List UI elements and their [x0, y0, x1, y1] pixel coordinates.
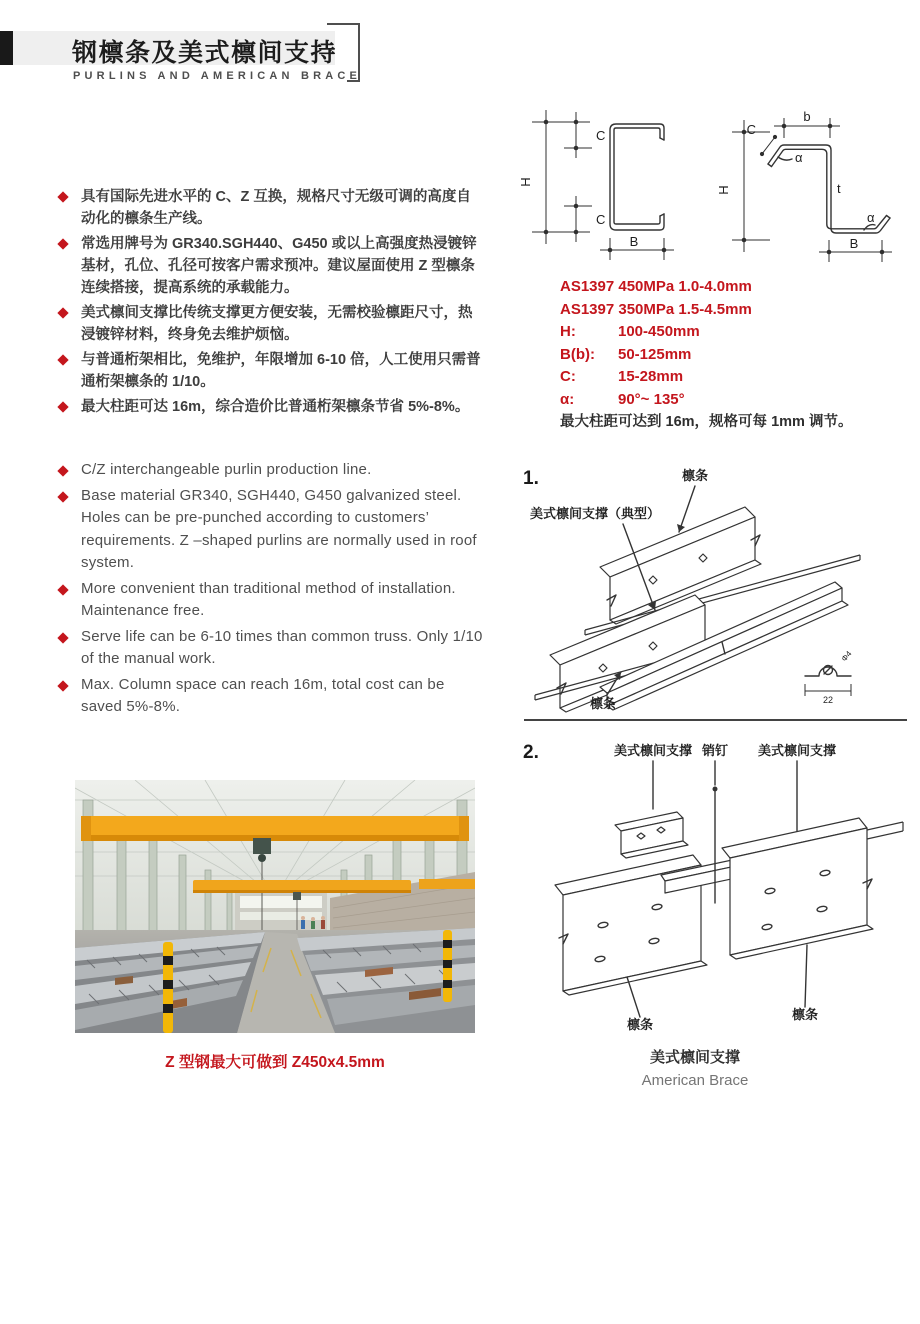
spec-row-c: C: 15-28mm — [560, 368, 684, 385]
diagram2-label-purlin-left: 檩条 — [626, 1017, 654, 1032]
feature-item-cn — [57, 302, 481, 346]
assembly-diagram-1 — [515, 462, 907, 714]
diamond-bullet-icon — [57, 632, 68, 643]
diagram2-label-pin: 销钉 — [701, 743, 729, 758]
z-section-dim-c: C — [746, 122, 756, 137]
section-divider — [524, 719, 907, 721]
feature-item-en — [57, 459, 487, 482]
z-section-dim-alpha-bottom: α — [867, 210, 875, 225]
figure-caption — [500, 1046, 890, 1089]
diamond-bullet-icon — [57, 307, 68, 318]
feature-text: Serve life can be 6-10 times than common truss. Only 1/10 of the manual work. — [81, 627, 483, 667]
c-section-dim-c-top: C — [596, 128, 606, 143]
z-section-dim-alpha-top: α — [795, 150, 803, 165]
factory-photo — [75, 780, 475, 1033]
feature-text: 美式檩间支撑比传统支撑更方便安装，无需校验檩距尺寸，热浸镀锌材料，终身免去维护烦恼。 — [81, 305, 473, 343]
diamond-bullet-icon — [57, 491, 68, 502]
photo-caption: Z 型钢最大可做到 Z450x4.5mm — [165, 1054, 385, 1071]
assembly-diagram-2 — [515, 733, 907, 1035]
feature-item-cn — [57, 396, 481, 418]
feature-text: Base material GR340, SGH440, G450 galvanized steel. Holes can be pre-punched according to customers’ requirements. Z –shaped purlins are normally used in roof system. — [81, 486, 477, 571]
diamond-bullet-icon — [57, 465, 68, 476]
profile-dimension-diagram — [512, 100, 904, 272]
figure-caption-cn: 美式檩间支撑 — [649, 1049, 740, 1066]
diagram2-label-purlin-right: 檩条 — [791, 1007, 819, 1022]
feature-item-en — [57, 485, 487, 575]
diamond-bullet-icon — [57, 401, 68, 412]
feature-item-cn — [57, 186, 481, 230]
diamond-bullet-icon — [57, 584, 68, 595]
c-section-dim-h: H — [518, 177, 533, 187]
title-bracket-decoration — [327, 23, 360, 82]
z-section-dim-t: t — [837, 181, 841, 196]
spec-row-h: H: 100-450mm — [560, 323, 700, 340]
feature-item-cn — [57, 349, 481, 393]
z-section-dim-b-top: b — [803, 109, 811, 124]
spec-block — [560, 276, 910, 434]
diamond-bullet-icon — [57, 680, 68, 691]
diamond-bullet-icon — [57, 238, 68, 249]
diagram1-hole-dim: Φ4 — [839, 649, 854, 664]
diagram1-number: 1. — [523, 468, 539, 489]
feature-text: 常选用牌号为 GR340.SGH440、G450 或以上高强度热浸镀锌基材，孔位、孔径可按客户需求预冲。建议屋面使用 Z 型檩条连续搭接，提高系统的承载能力。 — [81, 236, 477, 296]
spec-row-alpha: α: 90°~ 135° — [560, 390, 685, 408]
diamond-bullet-icon — [57, 191, 68, 202]
diagram1-label-brace: 美式檩间支撑（典型） — [530, 506, 661, 521]
spec-material-2: AS1397 350MPa 1.5-4.5mm — [560, 300, 752, 318]
feature-text: 最大柱距可达 16m，综合造价比普通桁架檩条节省 5%-8%。 — [81, 399, 470, 415]
c-section-dim-c-bottom: C — [596, 212, 606, 227]
spec-note: 最大柱距可达到 16m，规格可每 1mm 调节。 — [560, 414, 853, 430]
c-section-dim-b: B — [629, 234, 639, 249]
feature-item-en — [57, 626, 487, 671]
z-section-dim-b-bottom: B — [849, 236, 859, 251]
spec-row-b: B(b): 50-125mm — [560, 345, 692, 363]
feature-item-en — [57, 674, 487, 719]
feature-text: 具有国际先进水平的 C、Z 互换，规格尺寸无级可调的高度自动化的檩条生产线。 — [81, 189, 471, 227]
spec-material-1: AS1397 450MPa 1.0-4.0mm — [560, 278, 752, 295]
diagram1-width-dim: 22 — [822, 695, 834, 705]
feature-text: 与普通桁架相比，免维护，年限增加 6-10 倍，人工使用只需普通桁架檩条的 1/10。 — [81, 352, 481, 390]
page-subtitle: PURLINS AND AMERICAN BRACE — [73, 70, 362, 82]
z-section-dim-h: H — [716, 185, 731, 195]
diamond-bullet-icon — [57, 354, 68, 365]
diagram2-number: 2. — [523, 742, 539, 763]
page-title: 钢檩条及美式檩间支持 — [72, 39, 338, 67]
feature-item-cn — [57, 233, 481, 299]
feature-text: Max. Column space can reach 16m, total cost can be saved 5%-8%. — [81, 675, 445, 715]
feature-list-en — [57, 459, 487, 722]
title-band-black-cap — [0, 31, 13, 65]
feature-list-cn — [57, 186, 481, 421]
diagram2-label-brace-left: 美式檩间支撑 — [613, 743, 693, 758]
feature-text: More convenient than traditional method of installation. Maintenance free. — [81, 579, 456, 619]
feature-item-en — [57, 578, 487, 623]
feature-text: C/Z interchangeable purlin production line. — [81, 461, 372, 478]
diagram1-label-purlin-top: 檩条 — [681, 468, 709, 483]
diagram2-label-brace-right: 美式檩间支撑 — [757, 743, 837, 758]
diagram1-label-purlin-bottom: 檩条 — [589, 696, 617, 711]
figure-caption-en: American Brace — [641, 1072, 749, 1089]
